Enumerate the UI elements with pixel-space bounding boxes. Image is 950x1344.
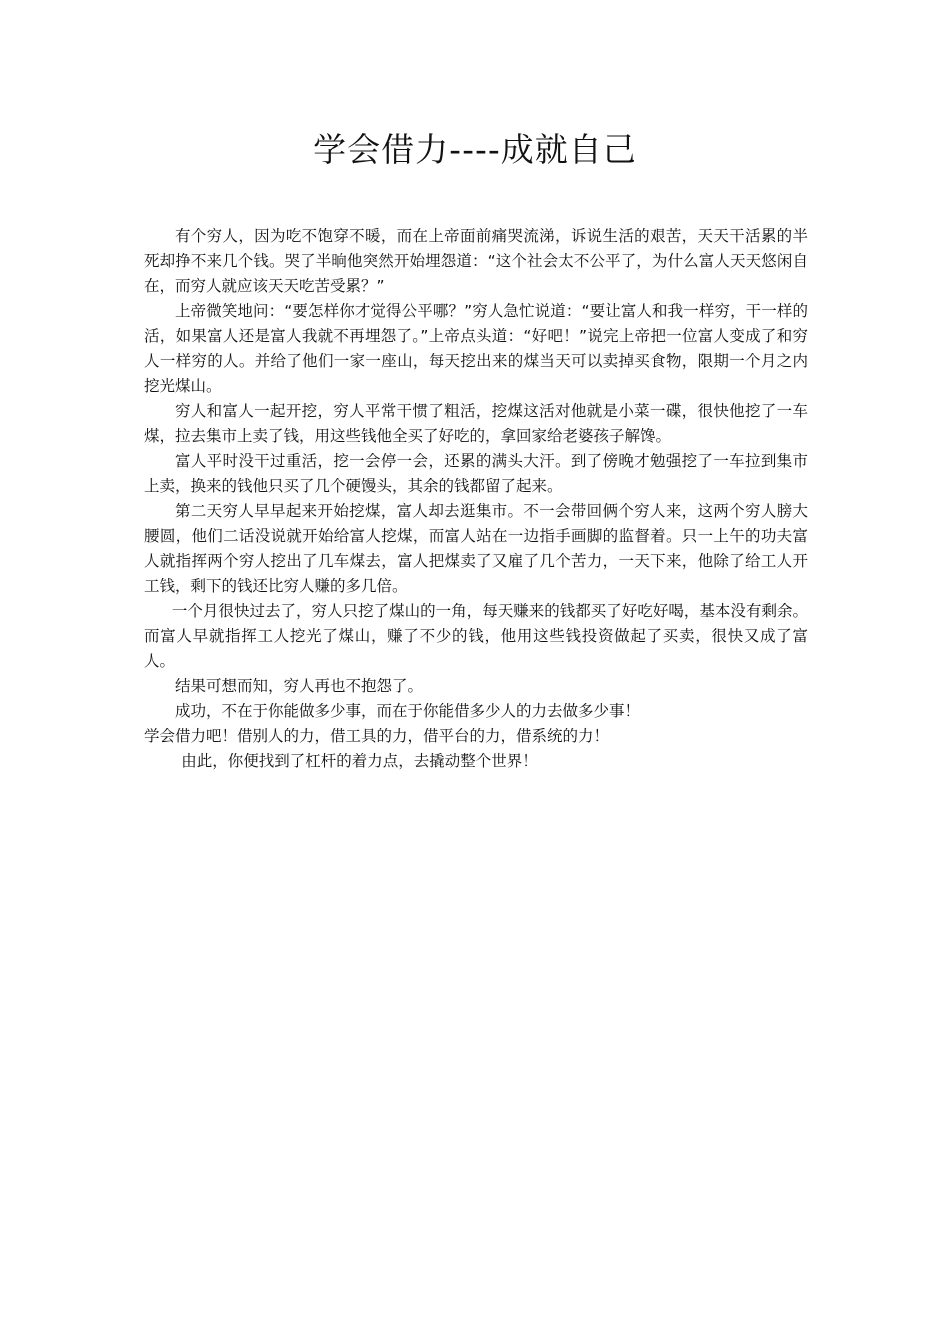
paragraph-1: 有个穷人，因为吃不饱穿不暖，而在上帝面前痛哭流涕，诉说生活的艰苦，天天干活累的半死却挣不来几个钱。哭了半晌他突然开始埋怨道：“这个社会太不公平了，为什么富人天天悠闲自在，而穷人就应该天天吃苦受累？” (144, 227, 808, 295)
paragraph-2: 上帝微笑地问：“要怎样你才觉得公平哪？”穷人急忙说道：“要让富人和我一样穷，干一样的活，如果富人还是富人我就不再埋怨了。”上帝点头道：“好吧！”说完上帝把一位富人变成了和穷人一样穷的人。并给了他们一家一座山，每天挖出来的煤当天可以卖掉买食物，限期一个月之内挖光煤山。 (144, 302, 808, 395)
paragraph-4: 富人平时没干过重活，挖一会停一会，还累的满头大汗。到了傍晚才勉强挖了一车拉到集市上卖，换来的钱他只买了几个硬馒头，其余的钱都留了起来。 (144, 452, 808, 495)
paragraph-9: 学会借力吧！借别人的力，借工具的力，借平台的力，借系统的力！ (144, 727, 610, 745)
paragraph-3: 穷人和富人一起开挖，穷人平常干惯了粗活，挖煤这活对他就是小菜一碟，很快他挖了一车煤，拉去集市上卖了钱，用这些钱他全买了好吃的，拿回家给老婆孩子解馋。 (144, 402, 808, 445)
paragraph-8: 成功，不在于你能做多少事，而在于你能借多少人的力去做多少事！ (175, 702, 641, 720)
document-body (144, 224, 808, 774)
paragraph-10: 由此，你便找到了杠杆的着力点，去撬动整个世界！ (181, 752, 538, 770)
paragraph-7: 结果可想而知，穷人再也不抱怨了。 (175, 677, 424, 695)
paragraph-6: 一个月很快过去了，穷人只挖了煤山的一角，每天赚来的钱都买了好吃好喝，基本没有剩余。而富人早就指挥工人挖光了煤山，赚了不少的钱，他用这些钱投资做起了买卖，很快又成了富人。 (144, 602, 808, 670)
paragraph-5: 第二天穷人早早起来开始挖煤，富人却去逛集市。不一会带回俩个穷人来，这两个穷人膀大腰圆，他们二话没说就开始给富人挖煤，而富人站在一边指手画脚的监督着。只一上午的功夫富人就指挥两个穷人挖出了几车煤去，富人把煤卖了又雇了几个苦力，一天下来，他除了给工人开工钱，剩下的钱还比穷人赚的多几倍。 (144, 502, 808, 595)
document-title: 学会借力----成就自己 (313, 130, 637, 169)
